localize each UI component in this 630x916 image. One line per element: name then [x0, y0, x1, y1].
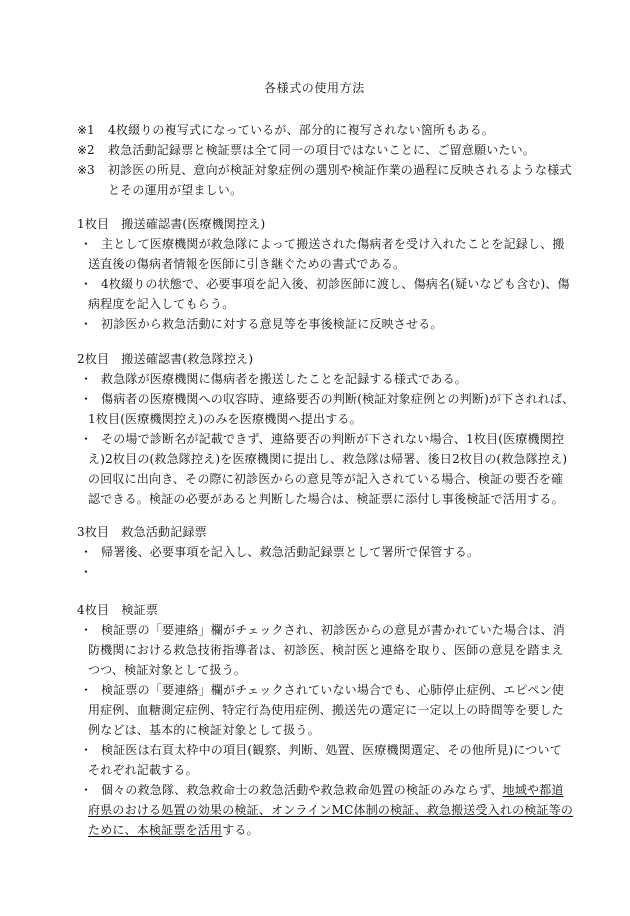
section-heading: 3枚目 救急活動記録票 [77, 525, 207, 539]
bullet-mark: ・ [80, 237, 93, 251]
bullet-text: 帰署後、必要事項を記入し、救急活動記録票として署所で保管する。 [101, 545, 480, 559]
bullet-mark: ・ [80, 545, 93, 559]
bullet-text: それぞれ記載する。 [88, 763, 198, 777]
note-mark: ※3 [77, 163, 95, 177]
bullet-text: 用症例、血糖測定症例、特定行為使用症例、搬送先の選定に一定以上の時間等を要した [88, 703, 564, 717]
bullet-text: 1枚目(医療機関控え)のみを医療機関へ提出する。 [88, 412, 362, 426]
section-heading: 4枚目 検証票 [77, 603, 159, 617]
bullet-mark: ・ [80, 277, 93, 291]
note-3-text: 初診医の所見、意向が検証対象症例の選別や検証作業の過程に反映されるような様式 [108, 163, 572, 177]
section-heading: 1枚目 搬送確認書(医療機関控え) [77, 217, 266, 231]
bullet-text: 送直後の傷病者情報を医師に引き継ぐための書式である。 [88, 257, 406, 271]
note-mark: ※1 [77, 123, 95, 137]
bullet-text: 救急隊が医療機関に傷病者を搬送したことを記録する様式である。 [101, 372, 468, 386]
bullet-text-plain: する。 [222, 823, 259, 837]
bullet-text: 4枚綴りの状態で、必要事項を記入後、初診医師に渡し、傷病名(疑いなども含む)、傷 [101, 277, 570, 291]
note-mark: ※2 [77, 143, 95, 157]
bullet-text: その場で診断名が記載できず、連絡要否の判断が下されない場合、1枚目(医療機関控 [101, 432, 565, 446]
bullet-text: つつ、検証対象として扱う。 [88, 663, 247, 677]
bullet-text: 認できる。検証の必要があると判断した場合は、検証票に添付し事後検証で活用する。 [88, 492, 564, 506]
bullet-text [88, 822, 259, 838]
bullet-text-underlined: 府県のおける処置の効果の検証、オンラインMC体制の検証、救急搬送受入れの検証等の [88, 803, 574, 817]
bullet-text: 例などは、基本的に検証対象として扱う。 [88, 723, 320, 737]
bullet-text: 傷病者の医療機関への収容時、連絡要否の判断(検証対象症例との判断)が下されれば、 [101, 392, 575, 406]
bullet-text-plain: 個々の救急隊、救急救命士の救急活動や救急救命処置の検証のみならず、 [101, 783, 503, 797]
bullet-mark: ・ [80, 432, 93, 446]
bullet-mark: ・ [80, 565, 93, 579]
bullet-text: 防機関における救急技術指導者は、初診医、検討医と連絡を取り、医師の意見を踏まえ [88, 643, 564, 657]
bullet-text: 初診医から救急活動に対する意見等を事後検証に反映させる。 [101, 317, 443, 331]
bullet-text: 病程度を記入してもらう。 [88, 297, 235, 311]
bullet-text: 検証票の「要連絡」欄がチェックされ、初診医からの意見が書かれていた場合は、消 [101, 623, 565, 637]
bullet-mark: ・ [80, 392, 93, 406]
bullet-text-underlined: ために、本検証票を活用 [88, 823, 223, 837]
bullet-mark: ・ [80, 743, 93, 757]
bullet-mark: ・ [80, 783, 93, 797]
note-1-text: 4枚綴りの複写式になっているが、部分的に複写されない箇所もある。 [108, 123, 495, 137]
bullet-text: 検証票の「要連絡」欄がチェックされていない場合でも、心肺停止症例、エピペン使 [101, 683, 565, 697]
bullet-mark: ・ [80, 623, 93, 637]
bullet-mark: ・ [80, 317, 93, 331]
bullet-mark: ・ [80, 372, 93, 386]
note-3-text: とその運用が望ましい。 [108, 183, 243, 197]
bullet-mark: ・ [80, 683, 93, 697]
bullet-text [101, 782, 564, 798]
bullet-text: え)2枚目の(救急隊控え)を医療機関に提出し、救急隊は帰署、後日2枚目の(救急隊控え) [88, 452, 568, 466]
page-title: 各様式の使用方法 [264, 81, 365, 95]
section-heading: 2枚目 搬送確認書(救急隊控え) [77, 352, 254, 366]
bullet-text: の回収に出向き、その際に初診医からの意見等が記入されている場合、検証の要否を確 [88, 472, 564, 486]
bullet-text: 主として医療機関が救急隊によって搬送された傷病者を受け入れたことを記録し、搬 [101, 237, 565, 251]
bullet-text: 検証医は右頁太枠中の項目(観察、判断、処置、医療機関選定、その他所見)について [101, 743, 562, 757]
bullet-text-underlined: 地域や都道 [502, 783, 564, 797]
note-2-text: 救急活動記録票と検証票は全て同一の項目ではないことに、ご留意願いたい。 [108, 143, 536, 157]
